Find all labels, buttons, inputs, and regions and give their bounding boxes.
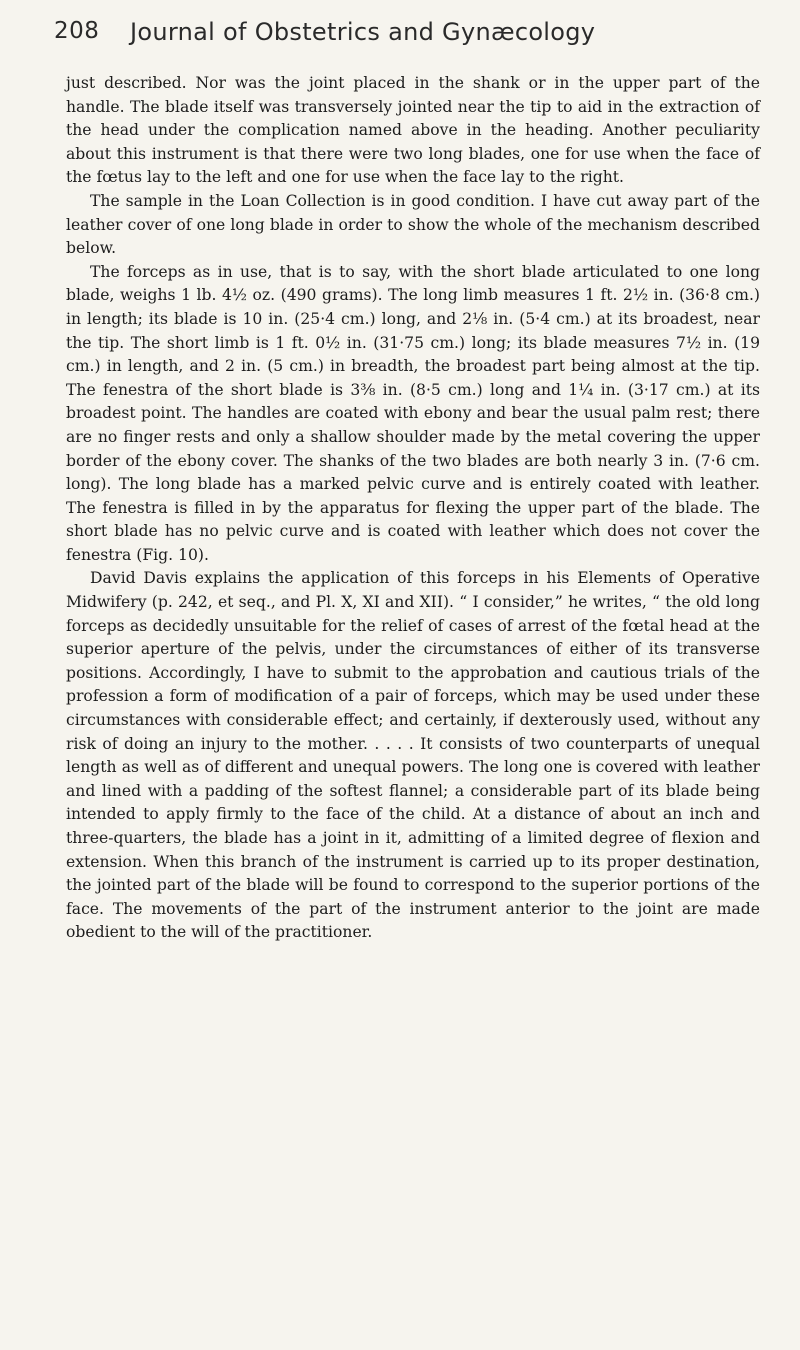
body-text [66,72,760,945]
paragraph-loan-collection: The sample in the Loan Collection is in good condition. I have cut away part of the leather cover of one long blade in order to show the whole of the mechanism described below. [66,191,760,258]
paragraph-continuation: just described. Nor was the joint placed in the shank or in the upper part of the handle. The blade itself was transversely jointed near the tip to aid in the extraction of the head under the complication named above in the heading. Another peculiarity about this instrument is that there were two long blades, one for use when the face of the fœtus lay to the left and one for use when the face lay to the right. [66,74,760,187]
running-title: Journal of Obstetrics and Gynæcology [130,18,596,46]
paragraph-david-davis: David Davis explains the application of this forceps in his Elements of Operative Midwifery (p. 242, et seq., and Pl. X, XI and XII). “ I consider,” he writes, “ the old long forceps as decidedly unsuitable for the relief of cases of arrest of the fœtal head at the superior aperture of the pelvis, under the circumstances of either of its transverse positions. Accordingly, I have to submit to the approbation and cautious trials of the profession a form of modification of a pair of forceps, which may be used under these circumstances with considerable effect; and certainly, if dexterously used, without any risk of doing an injury to the mother. . . . . It consists of two counterparts of unequal length as well as of different and unequal powers. The long one is covered with leather and lined with a padding of the softest flannel; a considerable part of its blade being intended to apply firmly to the face of the child. At a distance of about an inch and three-quarters, the blade has a joint in it, admitting of a limited degree of flexion and extension. When this branch of the instrument is carried up to its proper destination, the jointed part of the blade will be found to correspond to the superior portions of the face. The movements of the part of the instrument anterior to the joint are made obedient to the will of the practitioner. [66,569,760,942]
paragraph-measurements: The forceps as in use, that is to say, with the short blade articulated to one long blade, weighs 1 lb. 4½ oz. (490 grams). The long limb measures 1 ft. 2½ in. (36·8 cm.) in length; its blade is 10 in. (25·4 cm.) long, and 2⅛ in. (5·4 cm.) at its broadest, near the tip. The short limb is 1 ft. 0½ in. (31·75 cm.) long; its blade measures 7½ in. (19 cm.) in length, and 2 in. (5 cm.) in breadth, the broadest part being almost at the tip. The fenestra of the short blade is 3⅜ in. (8·5 cm.) long and 1¼ in. (3·17 cm.) at its broadest point. The handles are coated with ebony and bear the usual palm rest; there are no finger rests and only a shallow shoulder made by the metal covering the upper border of the ebony cover. The shanks of the two blades are both nearly 3 in. (7·6 cm. long). The long blade has a marked pelvic curve and is entirely coated with leather. The fenestra is filled in by the apparatus for flexing the upper part of the blade. The short blade has no pelvic curve and is coated with leather which does not cover the fenestra (Fig. 10). [66,262,760,564]
page-header [54,18,766,58]
page-number: 208 [54,18,100,44]
